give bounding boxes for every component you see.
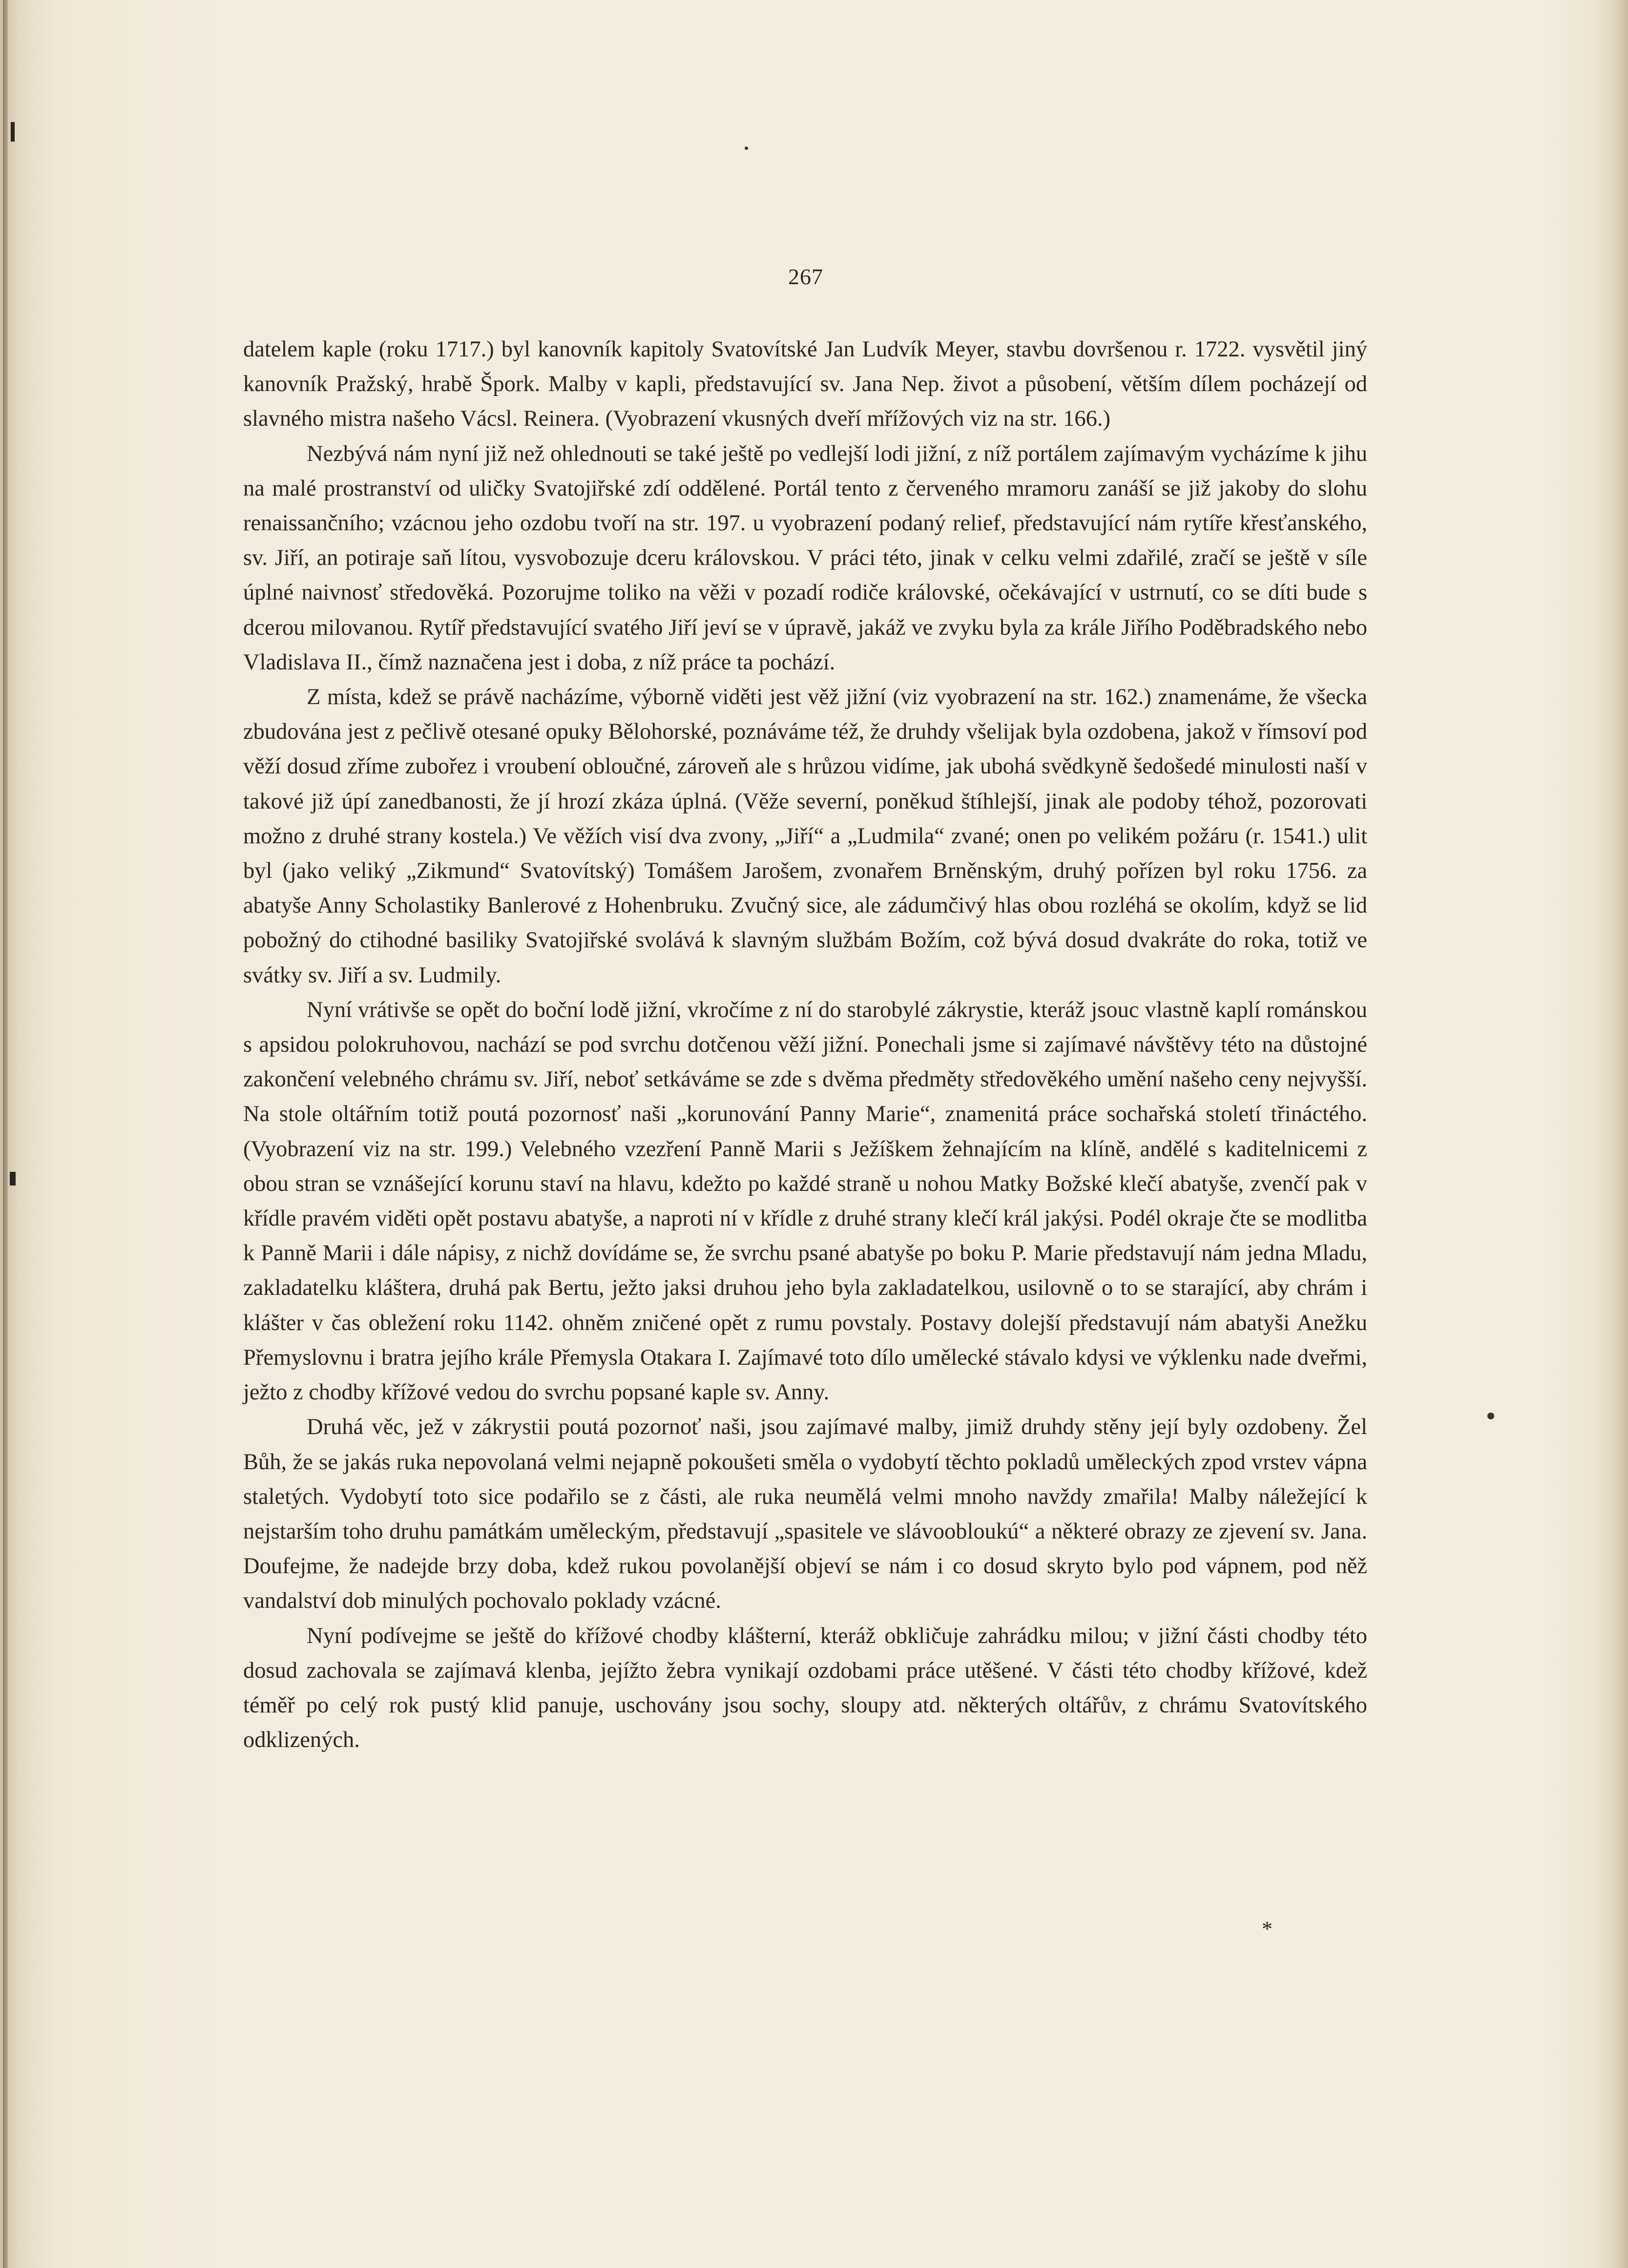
specks (745, 146, 748, 150)
paragraph: Druhá věc, jež v zákrystii poutá pozornoť naši, jsou zajímavé malby, jimiž druhdy stěny její byly ozdobeny. Žel Bůh, že se jakás ruka nepovolaná velmi nejapně pokoušeti směla o vydobytí těchto pokladů uměleckých zpod vrstev vápna staletých. Vydobytí toto sice podařilo se z části, ale ruka neumělá velmi mnoho navždy zmařila! Malby náležející k nejstarším toho druhu památkám uměleckým, představují „spasitele ve slávoobloukú“ a některé obrazy ze zjevení sv. Jana. Doufejme, že nadejde brzy doba, kdež rukou povolanější objeví se nám i co dosud skryto bylo pod vápnem, pod něž vandalství dob minulých pochovalo poklady vzácné. (243, 1415, 1367, 1614)
paragraph: Nyní vrátivše se opět do boční lodě jižní, vkročíme z ní do starobylé zákrystie, kteráž jsouc vlastně kaplí románskou s apsidou polokruhovou, nachází se pod svrchu dotčenou věží jižní. Ponechali jsme si zajímavé návštěvy této na důstojné zakončení velebného chrámu sv. Jiří, neboť setkáváme se zde s dvěma předměty středověkého umění našeho ceny nejvyšší. Na stole oltářním totiž poutá pozornosť naši „korunování Panny Marie“, znamenitá práce sochařská století třináctého. (Vyobrazení viz na str. 199.) Velebného vzezření Panně Marii s Ježíškem žehnajícím na klíně, andělé s kaditelnicemi z obou stran se vznášející korunu staví na hlavu, kdežto po každé straně u nohou Matky Božské klečí abatyše, zvenčí pak v křídle pravém viděti opět postavu abatyše, a naproti ní v křídle z druhé strany klečí král jakýsi. Podél okraje čte se modlitba k Panně Marii i dále nápisy, z nichž dovídáme se, že svrchu psané abatyše po boku P. Marie představují nám jedna Mladu, zakladatelku kláštera, druhá pak Bertu, ježto jaksi druhou jeho byla zakladatelkou, usilovně o to se starající, aby chrám i klášter v čas obležení roku 1142. ohněm zničené opět z rumu povstaly. Postavy dolejší představují nám abatyši Anežku Přemyslovnu i bratra jejího krále Přemysla Otakara I. Zajímavé toto dílo umělecké stávalo kdysi ve výklenku nade dveřmi, ježto z chodby křížové vedou do svrchu popsané kaple sv. Anny. (243, 997, 1367, 1405)
body-text (243, 332, 1367, 1757)
paragraph: Nyní podívejme se ještě do křížové chodby klášterní, kteráž obkličuje zahrádku milou; v jižní části chodby této dosud zachovala se zajímavá klenba, jejížto žebra vynikají ozdobami práce utěšené. V části této chodby křížové, kdež téměř po celý rok pustý klid panuje, uschovány jsou sochy, sloupy atd. některých oltářův, z chrámu Svatovítského odklizených. (243, 1623, 1367, 1753)
paragraph: Z místa, kdež se právě nacházíme, výborně viděti jest věž jižní (viz vyobrazení na str. 162.) znamenáme, že všecka zbudována jest z pečlivě otesané opuky Bělohorské, poznáváme též, že druhdy všelijak byla ozdobena, jakož v římsoví pod věží dosud zříme zubořez i vroubení obloučné, zároveň ale s hrůzou vidíme, jak ubohá svědkyně šedošedé minulosti naší v takové již úpí zanedbanosti, že jí hrozí zkáza úplná. (Věže severní, poněkud štíhlejší, jinak ale podoby téhož, pozorovati možno z druhé strany kostela.) Ve věžích visí dva zvony, „Jiří“ a „Ludmila“ zvané; onen po velikém požáru (r. 1541.) ulit byl (jako veliký „Zikmund“ Svatovítský) Tomášem Jarošem, zvonařem Brněnským, druhý pořízen byl roku 1756. za abatyše Anny Scholastiky Banlerové z Hohenbruku. Zvučný sice, ale zádumčivý hlas obou rozléhá se okolím, když se lid pobožný do ctihodné basiliky Svatojiřské svolává k slavným službám Božím, což bývá dosud dvakráte do roka, totiž ve svátky sv. Jiří a sv. Ludmily. (243, 685, 1367, 988)
paragraph: Nezbývá nám nyní již než ohlednouti se také ještě po vedlejší lodi jižní, z níž portálem zajímavým vycházíme k jihu na malé prostranství od uličky Svatojiřské zdí oddělené. Portál tento z červeného mramoru zanáší se již jakoby do slohu renaissančního; vzácnou jeho ozdobu tvoří na str. 197. u vyobrazení podaný relief, představující nám rytíře křesťanského, sv. Jiří, an potiraje saň lítou, vysvobozuje dceru královskou. V práci této, jinak v celku velmi zdařilé, zračí se ještě v síle úplné naivnosť středověká. Pozorujme toliko na věži v pozadí rodiče královské, očekávající v ustrnutí, co se díti bude s dcerou milovanou. Rytíř představující svatého Jiří jeví se v úpravě, jakáž ve zvyku byla za krále Jiřího Poděbradského nebo Vladislava II., čímž naznačena jest i doba, z níž práce ta pochází. (243, 441, 1367, 675)
binding-mark (11, 122, 15, 142)
binding-mark (10, 1172, 16, 1186)
section-end-mark: * (1262, 1917, 1273, 1941)
page-edge (1613, 0, 1628, 2268)
page-number: 267 (788, 264, 823, 289)
specks (1487, 1413, 1494, 1419)
binding-gutter (3, 0, 8, 2268)
paragraph: datelem kaple (roku 1717.) byl kanovník kapitoly Svatovítské Jan Ludvík Meyer, stavbu dovršenou r. 1722. vysvětil jiný kanovník Pražský, hrabě Špork. Malby v kapli, představující sv. Jana Nep. život a působení, větším dílem pocházejí od slavného mistra našeho Vácsl. Reinera. (Vyobrazení vkusných dveří mřížových viz na str. 166.) (243, 337, 1367, 432)
